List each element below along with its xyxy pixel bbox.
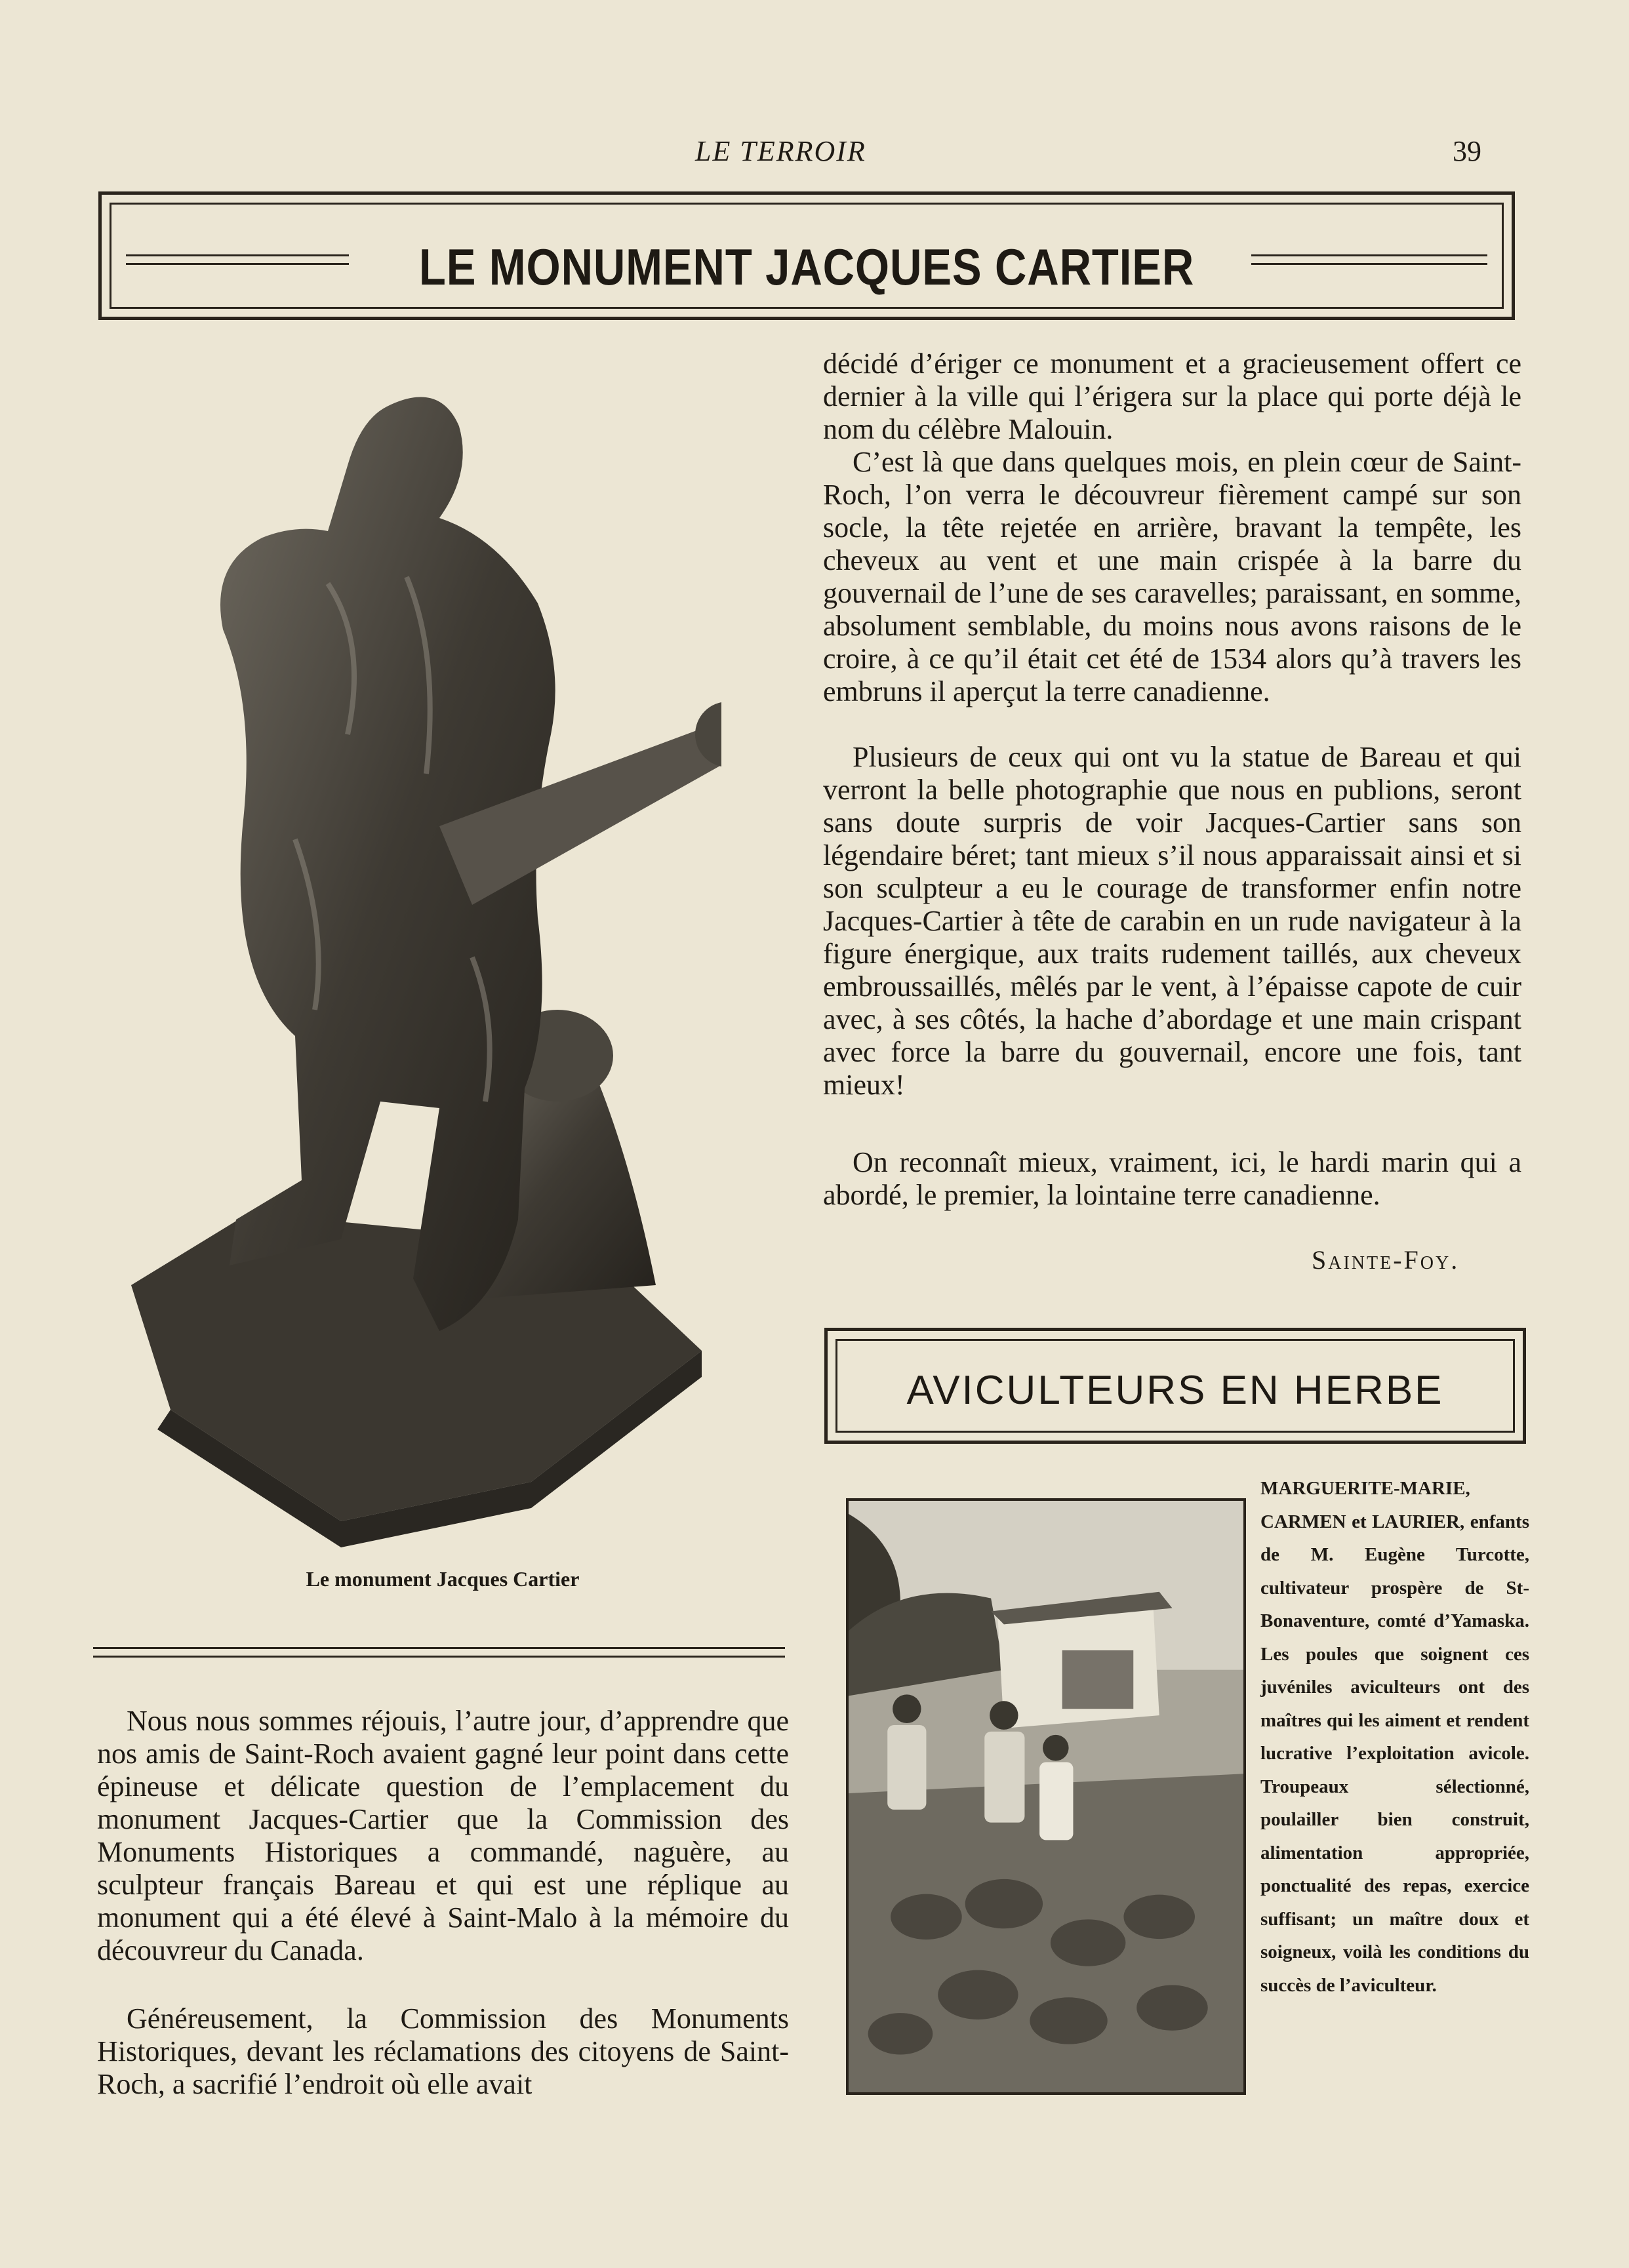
child-figure-1 (887, 1694, 926, 1809)
author-signature: Sainte-Foy. (1312, 1245, 1460, 1275)
right-paragraph-3: Plusieurs de ceux qui ont vu la statue de Bareau et qui verront la belle photographie que nous en publions, seront sans doute surpris de voir Jacques-Cartier sans son légendaire béret; tant mieux s’il nous apparaissait ainsi et si son sculpteur a eu le courage de transformer enfin notre Jacques-Cartier à tête de carabin en un rude navigateur à la figure énergique, aux traits rudement taillés, aux cheveux embroussaillés, mêlés par le vent, à l’épaisse capote de cuir avec, à ses côtés, la hache d’abordage et une main crispant avec force la barre du gouvernail, encore une fois, tant mieux! (823, 741, 1521, 1101)
page-number: 39 (1453, 135, 1481, 167)
children-chickens-photo (846, 1498, 1246, 2095)
aviculteurs-title-frame-inner (835, 1339, 1515, 1433)
left-paragraph-2: Généreusement, la Commission des Monuments Historiques, devant les réclamations des citoyens de Saint-Roch, a sacrifié l’endroit où elle avait (97, 2002, 789, 2100)
title-frame-inner (110, 203, 1504, 309)
right-paragraph-2: C’est là que dans quelques mois, en plein cœur de Saint-Roch, l’on verra le découvreur fièrement campé sur son socle, la tête rejetée en arrière, bravant la tempête, les cheveux au vent et une main crispée à la barre du gouvernail de l’une de ses caravelles; paraissant, en somme, absolument semblable, du moins nous avons raisons de le croire, à ce qu’il était cet été de 1534 alors qu’à travers les embruns il aperçut la terre canadienne. (823, 446, 1521, 707)
right-paragraph-1: décidé d’ériger ce monument et a gracieusement offert ce dernier à la ville qui l’érigera sur la place qui porte déjà le nom du célèbre Malouin. (823, 348, 1521, 445)
title-frame (98, 191, 1515, 320)
right-paragraph-4: On reconnaît mieux, vraiment, ici, le hardi marin qui a abordé, le premier, la lointaine terre canadienne. (823, 1146, 1521, 1211)
statue-illustration (131, 367, 721, 1547)
aviculteurs-title: AVICULTEURS EN HERBE (906, 1368, 1444, 1413)
aviculteurs-caption: MARGUERITE-MARIE, CARMEN et LAURIER, enfants de M. Eugène Turcotte, cultivateur prospère de St-Bonaventure, comté d’Yamaska. Les poules que soignent ces juvéniles aviculteurs ont des maîtres qui les aiment et rendent lucrative l’exploitation avicole. Troupeaux sélectionné, poulailler bien construit, alimentation appropriée, ponctualité des repas, exercice suffisant; un maître doux et soigneux, voilà les conditions du succès de l’aviculteur. (1260, 1478, 1529, 1996)
left-paragraph-1: Nous nous sommes réjouis, l’autre jour, d’apprendre que nos amis de Saint-Roch avaient gagné leur point dans cette épineuse et délicate question de l’emplacement du monument Jacques-Cartier que la Commission des Monuments Historiques a commandé, naguère, au sculpteur français Bareau et qui est une réplique au monument qui a été élevé à Saint-Malo à la mémoire du découvreur du Canada. (97, 1705, 789, 1966)
statue-caption: Le monument Jacques Cartier (306, 1567, 580, 1591)
child-figure-3 (1039, 1735, 1073, 1840)
aviculteurs-title-frame (824, 1328, 1526, 1444)
left-column-separator (93, 1647, 785, 1658)
running-header-title: LE TERROIR (695, 135, 866, 167)
page-title: LE MONUMENT JACQUES CARTIER (418, 238, 1195, 296)
